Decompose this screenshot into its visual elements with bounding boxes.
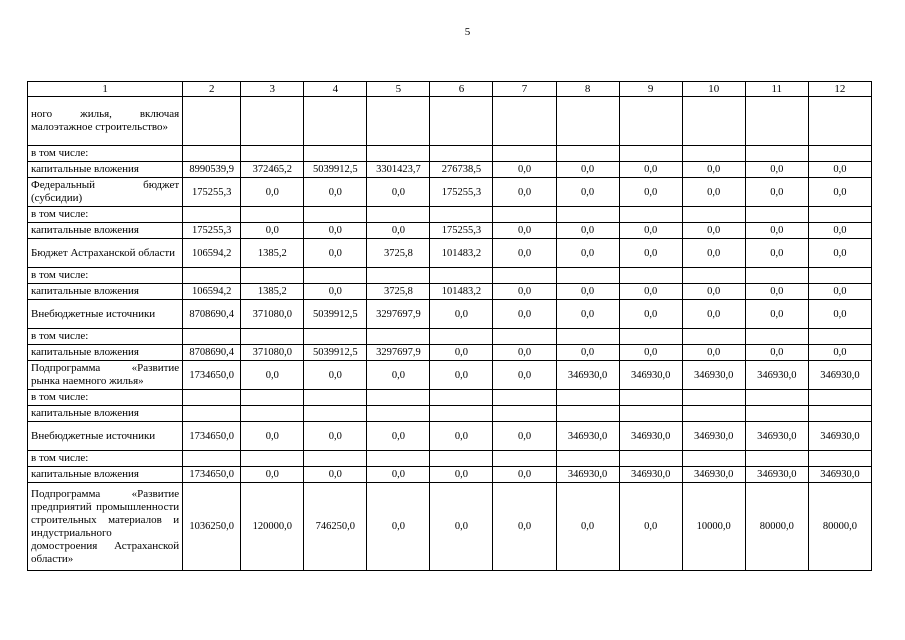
cell-col-9: 346930,0 — [619, 361, 682, 390]
cell-col-6: 0,0 — [430, 300, 493, 329]
cell-col-8: 0,0 — [556, 483, 619, 571]
column-number-4: 4 — [304, 82, 367, 97]
cell-col-12 — [808, 451, 871, 467]
cell-col-9: 0,0 — [619, 483, 682, 571]
cell-col-4 — [304, 390, 367, 406]
cell-col-3: 0,0 — [241, 178, 304, 207]
cell-col-7: 0,0 — [493, 300, 556, 329]
cell-col-6 — [430, 390, 493, 406]
cell-col-10: 0,0 — [682, 223, 745, 239]
cell-col-11: 0,0 — [745, 223, 808, 239]
table-row — [28, 390, 872, 406]
cell-col-11: 0,0 — [745, 345, 808, 361]
cell-col-4 — [304, 97, 367, 146]
cell-col-12: 346930,0 — [808, 422, 871, 451]
table-row — [28, 268, 872, 284]
table-row — [28, 162, 872, 178]
cell-col-10: 0,0 — [682, 345, 745, 361]
cell-col-7: 0,0 — [493, 345, 556, 361]
row-label: капитальные вложения — [28, 223, 183, 239]
cell-col-4 — [304, 268, 367, 284]
cell-col-9: 0,0 — [619, 345, 682, 361]
cell-col-5 — [367, 390, 430, 406]
cell-col-7 — [493, 451, 556, 467]
cell-col-8: 0,0 — [556, 223, 619, 239]
cell-col-9 — [619, 97, 682, 146]
cell-col-12: 0,0 — [808, 223, 871, 239]
cell-col-2: 8990539,9 — [183, 162, 241, 178]
column-number-3: 3 — [241, 82, 304, 97]
cell-col-2 — [183, 406, 241, 422]
budget-table — [27, 81, 872, 571]
cell-col-4: 0,0 — [304, 178, 367, 207]
cell-col-5 — [367, 207, 430, 223]
cell-col-4: 0,0 — [304, 361, 367, 390]
cell-col-7 — [493, 406, 556, 422]
cell-col-3 — [241, 268, 304, 284]
cell-col-11: 0,0 — [745, 178, 808, 207]
cell-col-3 — [241, 451, 304, 467]
cell-col-3: 371080,0 — [241, 345, 304, 361]
cell-col-5: 0,0 — [367, 178, 430, 207]
cell-col-6 — [430, 268, 493, 284]
cell-col-2 — [183, 390, 241, 406]
cell-col-10 — [682, 268, 745, 284]
cell-col-12: 0,0 — [808, 345, 871, 361]
cell-col-10 — [682, 390, 745, 406]
cell-col-6: 175255,3 — [430, 223, 493, 239]
cell-col-10: 0,0 — [682, 239, 745, 268]
cell-col-9 — [619, 268, 682, 284]
cell-col-11: 80000,0 — [745, 483, 808, 571]
cell-col-8: 0,0 — [556, 300, 619, 329]
row-label: в том числе: — [28, 146, 183, 162]
cell-col-3: 120000,0 — [241, 483, 304, 571]
cell-col-10: 0,0 — [682, 284, 745, 300]
cell-col-3 — [241, 329, 304, 345]
cell-col-2 — [183, 268, 241, 284]
cell-col-4: 746250,0 — [304, 483, 367, 571]
cell-col-3: 371080,0 — [241, 300, 304, 329]
row-label: капитальные вложения — [28, 406, 183, 422]
cell-col-11 — [745, 451, 808, 467]
cell-col-4: 0,0 — [304, 223, 367, 239]
cell-col-6: 101483,2 — [430, 284, 493, 300]
cell-col-12 — [808, 390, 871, 406]
cell-col-2: 8708690,4 — [183, 300, 241, 329]
cell-col-11 — [745, 406, 808, 422]
cell-col-12: 346930,0 — [808, 361, 871, 390]
cell-col-4: 0,0 — [304, 239, 367, 268]
row-label: в том числе: — [28, 390, 183, 406]
cell-col-12: 0,0 — [808, 300, 871, 329]
cell-col-5: 3297697,9 — [367, 300, 430, 329]
cell-col-5: 0,0 — [367, 422, 430, 451]
cell-col-5: 0,0 — [367, 223, 430, 239]
row-label: капитальные вложения — [28, 284, 183, 300]
cell-col-5 — [367, 329, 430, 345]
cell-col-8 — [556, 406, 619, 422]
cell-col-6 — [430, 207, 493, 223]
cell-col-9: 0,0 — [619, 178, 682, 207]
row-label: Внебюджетные источники — [28, 300, 183, 329]
cell-col-9 — [619, 146, 682, 162]
table-row — [28, 300, 872, 329]
row-label: капитальные вложения — [28, 162, 183, 178]
cell-col-12: 80000,0 — [808, 483, 871, 571]
cell-col-7: 0,0 — [493, 239, 556, 268]
cell-col-10 — [682, 207, 745, 223]
cell-col-6: 101483,2 — [430, 239, 493, 268]
cell-col-9: 346930,0 — [619, 422, 682, 451]
row-label: Внебюджетные источники — [28, 422, 183, 451]
table-row — [28, 361, 872, 390]
cell-col-4: 0,0 — [304, 467, 367, 483]
cell-col-8 — [556, 390, 619, 406]
cell-col-11: 346930,0 — [745, 361, 808, 390]
cell-col-10 — [682, 97, 745, 146]
cell-col-3 — [241, 97, 304, 146]
cell-col-12 — [808, 406, 871, 422]
row-label: Федеральный бюджет (субсидии) — [28, 178, 183, 207]
cell-col-2 — [183, 97, 241, 146]
column-number-1: 1 — [28, 82, 183, 97]
row-label: капитальные вложения — [28, 345, 183, 361]
cell-col-3 — [241, 406, 304, 422]
row-label: Подпрограмма «Развитие рынка наемного жилья» — [28, 361, 183, 390]
row-label: капитальные вложения — [28, 467, 183, 483]
cell-col-5: 0,0 — [367, 483, 430, 571]
cell-col-11: 0,0 — [745, 300, 808, 329]
table-row — [28, 97, 872, 146]
cell-col-2 — [183, 329, 241, 345]
cell-col-12: 346930,0 — [808, 467, 871, 483]
table-row — [28, 178, 872, 207]
cell-col-7: 0,0 — [493, 483, 556, 571]
cell-col-8 — [556, 146, 619, 162]
cell-col-11: 0,0 — [745, 239, 808, 268]
cell-col-12: 0,0 — [808, 178, 871, 207]
cell-col-5: 0,0 — [367, 467, 430, 483]
cell-col-12 — [808, 329, 871, 345]
cell-col-8 — [556, 268, 619, 284]
cell-col-7 — [493, 268, 556, 284]
cell-col-8: 346930,0 — [556, 361, 619, 390]
cell-col-10: 346930,0 — [682, 467, 745, 483]
cell-col-7 — [493, 390, 556, 406]
cell-col-7 — [493, 329, 556, 345]
cell-col-4: 5039912,5 — [304, 162, 367, 178]
table-row — [28, 329, 872, 345]
table-row — [28, 239, 872, 268]
cell-col-11: 346930,0 — [745, 422, 808, 451]
cell-col-12: 0,0 — [808, 284, 871, 300]
cell-col-8: 346930,0 — [556, 467, 619, 483]
column-number-9: 9 — [619, 82, 682, 97]
cell-col-8: 0,0 — [556, 345, 619, 361]
cell-col-6 — [430, 451, 493, 467]
column-number-8: 8 — [556, 82, 619, 97]
cell-col-12 — [808, 97, 871, 146]
cell-col-3 — [241, 390, 304, 406]
column-number-10: 10 — [682, 82, 745, 97]
cell-col-6: 0,0 — [430, 422, 493, 451]
cell-col-5: 3297697,9 — [367, 345, 430, 361]
cell-col-10: 10000,0 — [682, 483, 745, 571]
cell-col-9: 0,0 — [619, 239, 682, 268]
cell-col-3: 0,0 — [241, 422, 304, 451]
cell-col-6: 0,0 — [430, 483, 493, 571]
cell-col-2: 106594,2 — [183, 284, 241, 300]
cell-col-8 — [556, 97, 619, 146]
cell-col-5: 3301423,7 — [367, 162, 430, 178]
cell-col-7 — [493, 97, 556, 146]
cell-col-6: 175255,3 — [430, 178, 493, 207]
table-row — [28, 406, 872, 422]
cell-col-10 — [682, 451, 745, 467]
table-row — [28, 467, 872, 483]
cell-col-3 — [241, 207, 304, 223]
cell-col-6 — [430, 97, 493, 146]
cell-col-10 — [682, 329, 745, 345]
cell-col-5 — [367, 97, 430, 146]
cell-col-9 — [619, 207, 682, 223]
column-number-11: 11 — [745, 82, 808, 97]
table-row — [28, 345, 872, 361]
cell-col-8: 346930,0 — [556, 422, 619, 451]
cell-col-2 — [183, 146, 241, 162]
cell-col-11 — [745, 97, 808, 146]
cell-col-9: 346930,0 — [619, 467, 682, 483]
table-row — [28, 483, 872, 571]
cell-col-8: 0,0 — [556, 239, 619, 268]
cell-col-2: 175255,3 — [183, 223, 241, 239]
page-number: 5 — [464, 26, 471, 38]
row-label: в том числе: — [28, 329, 183, 345]
cell-col-2: 8708690,4 — [183, 345, 241, 361]
cell-col-8: 0,0 — [556, 162, 619, 178]
cell-col-9 — [619, 406, 682, 422]
row-label: ного жилья, включая малоэтажное строительство» — [28, 97, 183, 146]
column-number-12: 12 — [808, 82, 871, 97]
cell-col-2: 1734650,0 — [183, 422, 241, 451]
cell-col-4: 0,0 — [304, 284, 367, 300]
cell-col-8 — [556, 451, 619, 467]
cell-col-2: 1734650,0 — [183, 467, 241, 483]
cell-col-5 — [367, 146, 430, 162]
cell-col-3: 0,0 — [241, 361, 304, 390]
cell-col-12 — [808, 207, 871, 223]
row-label: Бюджет Астраханской области — [28, 239, 183, 268]
cell-col-6 — [430, 406, 493, 422]
table-row — [28, 146, 872, 162]
cell-col-12 — [808, 146, 871, 162]
table-row — [28, 284, 872, 300]
cell-col-8 — [556, 207, 619, 223]
cell-col-12 — [808, 268, 871, 284]
cell-col-3 — [241, 146, 304, 162]
cell-col-4 — [304, 207, 367, 223]
cell-col-10: 346930,0 — [682, 361, 745, 390]
cell-col-2: 175255,3 — [183, 178, 241, 207]
cell-col-7: 0,0 — [493, 178, 556, 207]
cell-col-11 — [745, 207, 808, 223]
cell-col-6 — [430, 329, 493, 345]
cell-col-2 — [183, 207, 241, 223]
cell-col-4 — [304, 329, 367, 345]
cell-col-2 — [183, 451, 241, 467]
cell-col-11 — [745, 390, 808, 406]
cell-col-9: 0,0 — [619, 223, 682, 239]
cell-col-12: 0,0 — [808, 239, 871, 268]
cell-col-9 — [619, 451, 682, 467]
cell-col-6: 0,0 — [430, 361, 493, 390]
cell-col-4: 0,0 — [304, 422, 367, 451]
cell-col-10: 346930,0 — [682, 422, 745, 451]
cell-col-4: 5039912,5 — [304, 345, 367, 361]
table-row — [28, 422, 872, 451]
table-header-row — [28, 82, 872, 97]
cell-col-10 — [682, 146, 745, 162]
row-label: в том числе: — [28, 451, 183, 467]
cell-col-9 — [619, 329, 682, 345]
cell-col-3: 0,0 — [241, 223, 304, 239]
cell-col-2: 1036250,0 — [183, 483, 241, 571]
cell-col-5: 0,0 — [367, 361, 430, 390]
cell-col-4 — [304, 146, 367, 162]
table-row — [28, 451, 872, 467]
cell-col-10: 0,0 — [682, 162, 745, 178]
column-number-5: 5 — [367, 82, 430, 97]
cell-col-6: 276738,5 — [430, 162, 493, 178]
cell-col-8 — [556, 329, 619, 345]
row-label: Подпрограмма «Развитие предприятий промышленности строительных материалов и индустриального домостроения Астраханской области» — [28, 483, 183, 571]
cell-col-9: 0,0 — [619, 300, 682, 329]
column-number-7: 7 — [493, 82, 556, 97]
cell-col-9: 0,0 — [619, 284, 682, 300]
cell-col-10: 0,0 — [682, 178, 745, 207]
cell-col-7: 0,0 — [493, 284, 556, 300]
cell-col-12: 0,0 — [808, 162, 871, 178]
table-row — [28, 207, 872, 223]
cell-col-11 — [745, 268, 808, 284]
cell-col-2: 1734650,0 — [183, 361, 241, 390]
cell-col-7: 0,0 — [493, 467, 556, 483]
cell-col-3: 0,0 — [241, 467, 304, 483]
cell-col-7: 0,0 — [493, 162, 556, 178]
column-number-2: 2 — [183, 82, 241, 97]
row-label: в том числе: — [28, 207, 183, 223]
cell-col-8: 0,0 — [556, 178, 619, 207]
cell-col-6: 0,0 — [430, 345, 493, 361]
cell-col-5 — [367, 451, 430, 467]
cell-col-7 — [493, 146, 556, 162]
cell-col-5 — [367, 268, 430, 284]
cell-col-3: 1385,2 — [241, 239, 304, 268]
cell-col-9: 0,0 — [619, 162, 682, 178]
cell-col-7 — [493, 207, 556, 223]
cell-col-11 — [745, 329, 808, 345]
cell-col-10: 0,0 — [682, 300, 745, 329]
cell-col-3: 1385,2 — [241, 284, 304, 300]
cell-col-11: 0,0 — [745, 284, 808, 300]
cell-col-5: 3725,8 — [367, 239, 430, 268]
cell-col-10 — [682, 406, 745, 422]
cell-col-6: 0,0 — [430, 467, 493, 483]
cell-col-11: 346930,0 — [745, 467, 808, 483]
cell-col-11 — [745, 146, 808, 162]
cell-col-4 — [304, 451, 367, 467]
cell-col-7: 0,0 — [493, 223, 556, 239]
cell-col-4: 5039912,5 — [304, 300, 367, 329]
cell-col-2: 106594,2 — [183, 239, 241, 268]
cell-col-5 — [367, 406, 430, 422]
cell-col-7: 0,0 — [493, 361, 556, 390]
table-row — [28, 223, 872, 239]
row-label: в том числе: — [28, 268, 183, 284]
cell-col-3: 372465,2 — [241, 162, 304, 178]
cell-col-4 — [304, 406, 367, 422]
cell-col-11: 0,0 — [745, 162, 808, 178]
column-number-6: 6 — [430, 82, 493, 97]
cell-col-7: 0,0 — [493, 422, 556, 451]
cell-col-6 — [430, 146, 493, 162]
cell-col-8: 0,0 — [556, 284, 619, 300]
cell-col-9 — [619, 390, 682, 406]
cell-col-5: 3725,8 — [367, 284, 430, 300]
